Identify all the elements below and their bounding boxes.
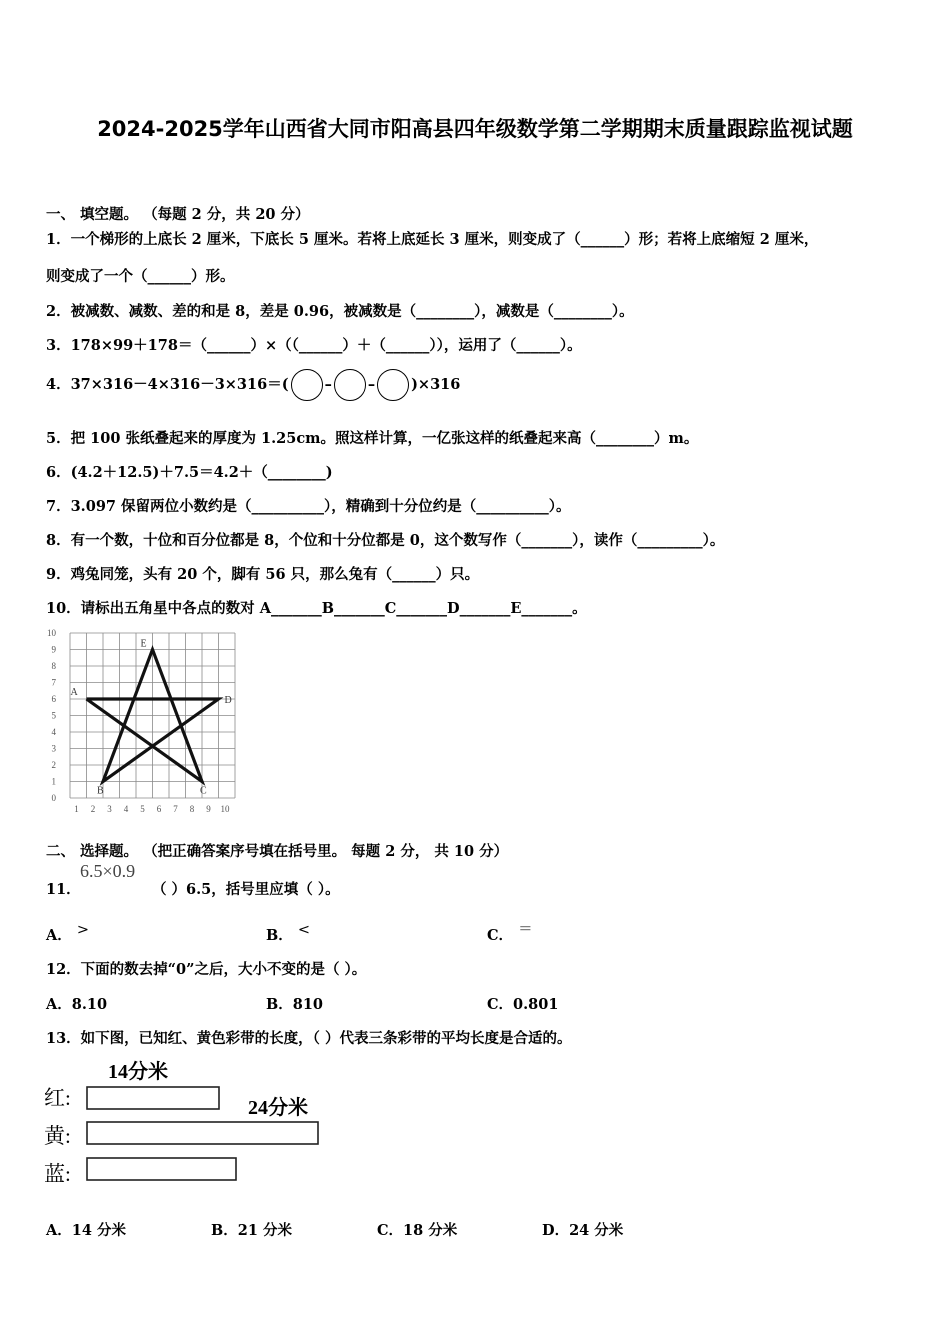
question-2: 2．被减数、减数、差的和是 8，差是 0.96，被减数是（________），减数是（________）。 [46,303,634,320]
option-13-a[interactable]: A．14 分米 [46,1222,126,1239]
point-label-d: D [224,695,232,706]
x-tick-label: 6 [156,804,162,814]
x-tick-label: 8 [189,804,195,814]
option-11-c-symbol: ＝ [518,922,533,938]
question-11-text: （ ）6.5，括号里应填（ ）。 [152,881,340,898]
ribbon-figure [40,1052,340,1198]
x-tick-label: 9 [206,804,211,814]
option-13-c[interactable]: C．18 分米 [377,1222,458,1239]
ribbon-red-bar [87,1087,219,1109]
question-1-line2: 则变成了一个（______）形。 [46,268,235,285]
question-6: 6．(4.2＋12.5)＋7.5＝4.2＋（________) [46,464,333,481]
question-4-minus-1: – [324,376,332,393]
ribbon-yellow-label: 黄: [44,1124,71,1148]
question-1-line1: 1．一个梯形的上底长 2 厘米，下底长 5 厘米。若将上底延长 3 厘米，则变成了（______）形；若将上底缩短 2 厘米， [46,231,819,248]
y-tick-label: 7 [51,677,56,688]
option-11-c[interactable] [487,924,533,945]
section1-header: 一、 填空题。 （每题 2 分，共 20 分） [46,206,310,223]
ribbon-blue-bar [87,1158,236,1180]
ribbon-red-label: 红: [44,1086,71,1110]
x-tick-label: 4 [123,804,129,814]
y-tick-label: 0 [51,793,56,803]
question-13: 13．如下图，已知红、黄色彩带的长度，（ ）代表三条彩带的平均长度是合适的。 [46,1030,572,1047]
option-12-c[interactable]: C．0.801 [487,996,559,1013]
option-11-a[interactable] [46,924,89,945]
y-tick-label: 3 [51,743,56,754]
question-9: 9．鸡兔同笼，头有 20 个，脚有 56 只，那么兔有（______）只。 [46,566,480,583]
x-tick-labels [74,804,230,814]
option-13-b[interactable]: B．21 分米 [211,1222,292,1239]
y-tick-label: 9 [51,644,56,655]
option-12-a[interactable]: A．8.10 [46,996,108,1013]
option-11-c-label: C． [487,927,514,944]
point-label-a: A [70,687,78,698]
x-tick-label: 5 [140,804,145,814]
question-11-expression: 6.5×0.9 [80,861,136,881]
x-tick-label: 1 [74,804,79,814]
answer-circle-1[interactable] [291,369,323,401]
question-4 [46,368,460,402]
ribbon-red-length: 14分米 [108,1061,168,1083]
option-13-d[interactable]: D．24 分米 [542,1222,624,1239]
star-grid-figure [40,622,290,818]
ribbon-blue-label: 蓝: [44,1162,71,1186]
ribbon-yellow-length: 24分米 [248,1097,308,1119]
option-12-b[interactable]: B．810 [266,996,324,1013]
y-tick-label: 6 [51,694,56,704]
option-11-b-symbol: < [297,922,310,938]
question-10: 10．请标出五角星中各点的数对 A_______B_______C_______D_______E_______。 [46,600,587,617]
answer-circle-2[interactable] [334,369,366,401]
y-tick-label: 2 [51,760,56,770]
option-11-a-symbol: > [76,922,89,938]
x-tick-label: 10 [220,804,230,814]
x-tick-label: 7 [173,804,178,814]
option-11-b[interactable] [266,924,310,945]
x-tick-label: 3 [107,804,112,814]
question-5: 5．把 100 张纸叠起来的厚度为 1.25cm。照这样计算，一亿张这样的纸叠起来高（________）m。 [46,430,699,447]
question-4-minus-2: – [367,376,376,393]
question-12: 12．下面的数去掉“0”之后，大小不变的是（ ）。 [46,961,367,978]
y-tick-label: 8 [51,661,56,671]
question-4-suffix: )×316 [411,376,461,393]
y-tick-labels [47,628,57,803]
x-tick-label: 2 [90,804,96,814]
answer-circle-3[interactable] [377,369,409,401]
question-4-prefix: 4．37×316－4×316－3×316＝( [46,376,289,393]
y-tick-label: 1 [51,776,56,787]
point-labels [71,639,232,797]
option-11-b-label: B． [266,927,293,944]
point-label-b: B [97,785,104,797]
question-3: 3．178×99＋178＝（______）×（（______）＋（______）），运用了（______）。 [46,337,582,354]
y-tick-label: 10 [47,628,56,638]
question-7: 7．3.097 保留两位小数约是（__________），精确到十分位约是（__________）。 [46,498,571,515]
question-8: 8．有一个数，十位和百分位都是 8，个位和十分位都是 0，这个数写作（_______），读作（_________）。 [46,532,725,549]
y-tick-label: 4 [51,727,56,737]
question-11-number: 11． [46,881,81,898]
ribbon-yellow-bar [87,1122,318,1144]
point-label-c: C [200,785,207,797]
point-label-e: E [140,638,147,650]
option-11-a-label: A． [46,927,72,944]
grid-lines [70,633,235,798]
y-tick-label: 5 [51,710,56,721]
section2-header: 二、 选择题。 （把正确答案序号填在括号里。 每题 2 分， 共 10 分） [46,843,509,860]
page-title: 2024-2025学年山西省大同市阳高县四年级数学第二学期期末质量跟踪监视试题 [97,117,853,141]
